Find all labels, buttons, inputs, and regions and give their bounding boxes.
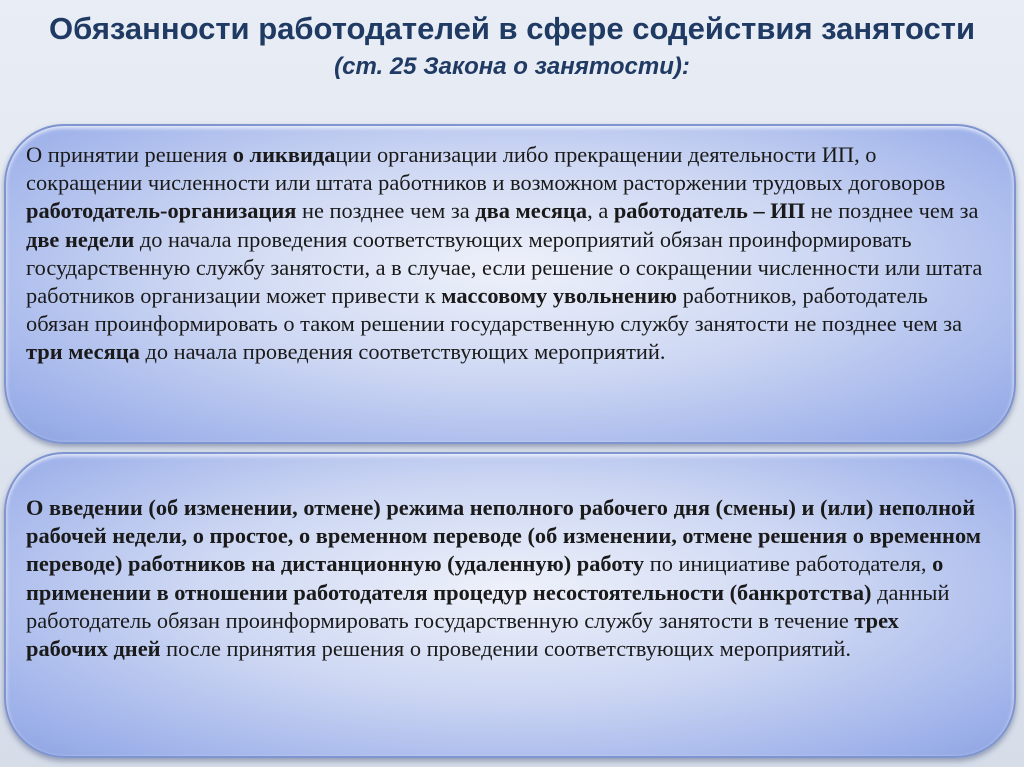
text-segment: О принятии решения xyxy=(26,142,233,167)
text-segment-bold: две недели xyxy=(26,226,135,252)
text-segment-bold: три месяца xyxy=(26,339,140,365)
text-segment: ции организации либо прекращении деятельности ИП, о сокращении численности или штата работников и возможном расторжении трудовых договоров xyxy=(26,142,946,196)
title-subtitle: (ст. 25 Закона о занятости): xyxy=(334,53,690,80)
text-segment-bold: о ликвида xyxy=(232,142,336,167)
text-segment-bold: трех рабочих дней xyxy=(26,607,899,662)
text-segment-bold: работодатель – ИП xyxy=(613,198,806,224)
panel-part-time-mode xyxy=(4,452,1016,758)
text-segment-bold: о применении в отношении работодателя процедур несостоятельности (банкротства) xyxy=(26,551,944,605)
text-segment: не позднее чем за xyxy=(805,198,979,224)
text-segment: не позднее чем за xyxy=(296,198,476,224)
panel-part-time-mode-text xyxy=(26,494,984,663)
text-segment: после принятия решения о проведении соответствующих мероприятий. xyxy=(160,636,851,662)
panel-liquidation-text xyxy=(26,141,984,367)
text-segment: , а xyxy=(587,198,614,224)
text-segment-bold: работодатель-организация xyxy=(26,198,297,224)
title-main: Обязанности работодателей в сфере содействия занятости xyxy=(48,11,976,46)
text-segment: до начала проведения соответствующих мероприятий обязан проинформировать государственную службу занятости, а в случае, если решение о сокращении численности или штата работников организации может привести к xyxy=(26,226,983,309)
text-segment-bold: массовому увольнению xyxy=(441,283,678,309)
text-segment: до начала проведения соответствующих мероприятий. xyxy=(139,339,666,365)
panel-liquidation xyxy=(4,124,1016,444)
text-segment-bold: О введении (об изменении, отмене) режима неполного рабочего дня (смены) и (или) неполной рабочей недели, о простое, о временном переводе (об изменении, отмене решения о временном переводе) работников на дистанционную (удаленную) работу xyxy=(26,495,981,577)
page-title xyxy=(0,8,1024,84)
text-segment: данный работодатель обязан проинформировать государственную службу занятости в течение xyxy=(26,579,950,633)
text-segment: работников, работодатель обязан проинформировать о таком решении государственную службу занятости не позднее чем за xyxy=(26,283,963,337)
text-segment-bold: два месяца xyxy=(475,198,588,224)
text-segment: по инициативе работодателя, xyxy=(644,551,933,577)
